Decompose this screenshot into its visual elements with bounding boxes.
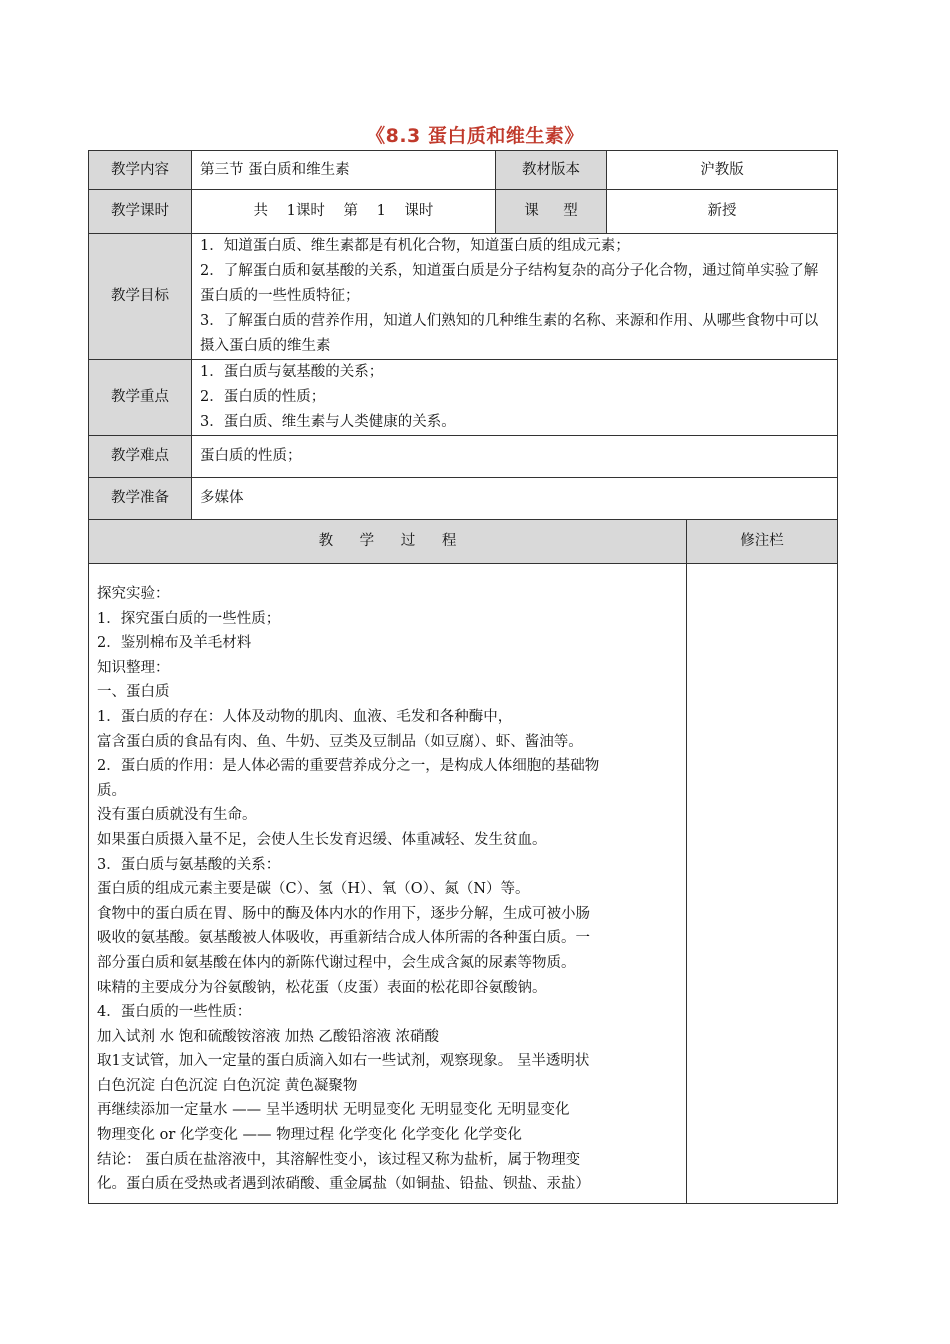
process-line: 1．探究蛋白质的一些性质； bbox=[97, 610, 281, 627]
key-point-item: 3．蛋白质、维生素与人类健康的关系。 bbox=[200, 414, 456, 430]
edition-label: 教材版本 bbox=[496, 151, 607, 190]
row-difficulty bbox=[89, 436, 838, 478]
process-line: 取1支试管，加入一定量的蛋白质滴入如右一些试剂，观察现象。 呈半透明状 bbox=[97, 1053, 590, 1070]
process-line: 食物中的蛋白质在胃、肠中的酶及体内水的作用下，逐步分解，生成可被小肠 bbox=[97, 905, 590, 922]
process-line: 味精的主要成分为谷氨酸钠，松花蛋（皮蛋）表面的松花即谷氨酸钠。 bbox=[97, 979, 547, 996]
page-title: 《8.3 蛋白质和维生素》 bbox=[366, 125, 584, 147]
process-line: 探究实验： bbox=[97, 586, 170, 602]
process-line: 物理变化 or 化学变化 —— 物理过程 化学变化 化学变化 化学变化 bbox=[97, 1127, 522, 1144]
key-point-item: 2．蛋白质的性质； bbox=[200, 389, 326, 405]
process-line: 吸收的氨基酸。氨基酸被人体吸收，再重新结合成人体所需的各种蛋白质。一 bbox=[97, 930, 590, 947]
process-line: 如果蛋白质摄入量不足，会使人生长发育迟缓、体重减轻、发生贫血。 bbox=[97, 831, 547, 848]
key-points-content bbox=[192, 360, 838, 436]
goal-item: 1．知道蛋白质、维生素都是有机化合物，知道蛋白质的组成元素； bbox=[200, 238, 630, 254]
key-points-label: 教学重点 bbox=[89, 360, 192, 436]
row-hours bbox=[89, 190, 838, 234]
edition-value: 沪教版 bbox=[607, 151, 838, 190]
process-header: 教 学 过 程 bbox=[89, 520, 687, 564]
goals-content bbox=[192, 234, 838, 360]
row-preparation bbox=[89, 478, 838, 520]
difficulty-label: 教学难点 bbox=[89, 436, 192, 478]
process-line: 3．蛋白质与氨基酸的关系： bbox=[97, 856, 281, 873]
difficulty-value: 蛋白质的性质； bbox=[192, 436, 838, 478]
process-line: 加入试剂 水 饱和硫酸铵溶液 加热 乙酸铅溶液 浓硝酸 bbox=[97, 1028, 440, 1045]
hours-label: 教学课时 bbox=[89, 190, 192, 234]
process-line: 4．蛋白质的一些性质： bbox=[97, 1004, 252, 1021]
row-key-points bbox=[89, 360, 838, 436]
notes-column bbox=[687, 564, 838, 1204]
process-line: 部分蛋白质和氨基酸在体内的新陈代谢过程中，会生成含氮的尿素等物质。 bbox=[97, 954, 576, 971]
process-line: 没有蛋白质就没有生命。 bbox=[97, 807, 257, 824]
process-line: 结论： 蛋白质在盐溶液中，其溶解性变小，该过程又称为盐析，属于物理变 bbox=[97, 1151, 581, 1168]
content-label: 教学内容 bbox=[89, 151, 192, 190]
type-value: 新授 bbox=[607, 190, 838, 234]
key-point-item: 1．蛋白质与氨基酸的关系； bbox=[200, 364, 384, 380]
goal-item: 2．了解蛋白质和氨基酸的关系，知道蛋白质是分子结构复杂的高分子化合物，通过简单实验了解蛋白质的一些性质特征； bbox=[200, 263, 819, 304]
content-value: 第三节 蛋白质和维生素 bbox=[192, 151, 496, 190]
process-line: 蛋白质的组成元素主要是碳（C）、氢（H）、氧（O）、氮（N）等。 bbox=[97, 881, 530, 898]
hours-value: 共 1课时 第 1 课时 bbox=[192, 190, 496, 234]
row-process bbox=[89, 564, 838, 1204]
process-content bbox=[89, 564, 687, 1204]
process-line: 化。蛋白质在受热或者遇到浓硝酸、重金属盐（如铜盐、铅盐、钡盐、汞盐） bbox=[97, 1176, 590, 1193]
row-content bbox=[89, 151, 838, 190]
row-process-header bbox=[89, 520, 838, 564]
process-line: 白色沉淀 白色沉淀 白色沉淀 黄色凝聚物 bbox=[97, 1077, 358, 1094]
preparation-value: 多媒体 bbox=[192, 478, 838, 520]
process-line: 2．鉴别棉布及羊毛材料 bbox=[97, 635, 252, 652]
process-line: 1．蛋白质的存在：人体及动物的肌肉、血液、毛发和各种酶中， bbox=[97, 708, 513, 725]
process-line: 质。 bbox=[97, 782, 126, 799]
lesson-plan-table bbox=[88, 150, 838, 1204]
preparation-label: 教学准备 bbox=[89, 478, 192, 520]
notes-header: 修注栏 bbox=[687, 520, 838, 564]
goal-item: 3．了解蛋白质的营养作用，知道人们熟知的几种维生素的名称、来源和作用、从哪些食物中可以摄入蛋白质的维生素 bbox=[200, 313, 819, 354]
process-line: 2．蛋白质的作用：是人体必需的重要营养成分之一，是构成人体细胞的基础物 bbox=[97, 758, 600, 775]
type-label: 课 型 bbox=[496, 190, 607, 234]
process-line: 一、蛋白质 bbox=[97, 684, 170, 701]
goals-label: 教学目标 bbox=[89, 234, 192, 360]
process-line: 知识整理： bbox=[97, 659, 170, 676]
process-line: 富含蛋白质的食品有肉、鱼、牛奶、豆类及豆制品（如豆腐）、虾、酱油等。 bbox=[97, 733, 583, 750]
process-line: 再继续添加一定量水 —— 呈半透明状 无明显变化 无明显变化 无明显变化 bbox=[97, 1102, 570, 1119]
row-goals bbox=[89, 234, 838, 360]
